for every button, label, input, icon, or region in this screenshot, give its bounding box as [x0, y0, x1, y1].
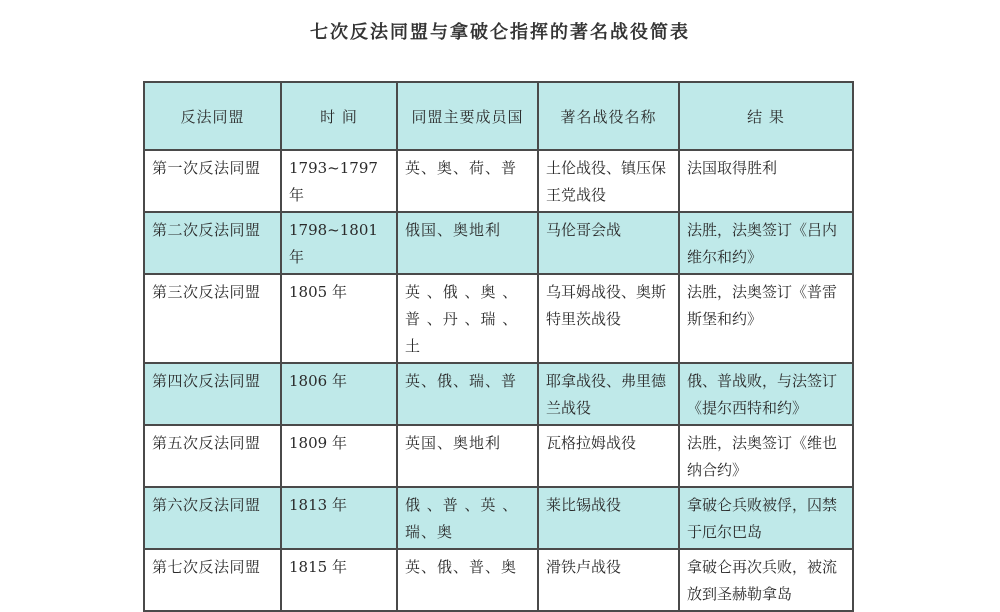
cell-coalition: 第七次反法同盟 — [144, 549, 281, 611]
cell-coalition: 第六次反法同盟 — [144, 487, 281, 549]
cell-time: 1805 年 — [281, 274, 397, 363]
cell-coalition: 第四次反法同盟 — [144, 363, 281, 425]
table-row — [144, 212, 853, 274]
table-row — [144, 150, 853, 212]
cell-result: 法胜，法奥签订《普雷斯堡和约》 — [679, 274, 853, 363]
cell-battles: 乌耳姆战役、奥斯特里茨战役 — [538, 274, 679, 363]
cell-result: 拿破仑兵败被俘，囚禁于厄尔巴岛 — [679, 487, 853, 549]
header-result: 结 果 — [679, 82, 853, 150]
cell-coalition: 第二次反法同盟 — [144, 212, 281, 274]
header-row — [144, 82, 853, 150]
cell-members: 俄国、奥地利 — [397, 212, 538, 274]
cell-time: 1793~1797 年 — [281, 150, 397, 212]
cell-members: 英、俄、瑞、普 — [397, 363, 538, 425]
table-row — [144, 363, 853, 425]
cell-members: 英、俄、普、奥 — [397, 549, 538, 611]
cell-result: 拿破仑再次兵败，被流放到圣赫勒拿岛 — [679, 549, 853, 611]
cell-result: 法国取得胜利 — [679, 150, 853, 212]
coalition-battles-table — [143, 81, 854, 612]
cell-coalition: 第一次反法同盟 — [144, 150, 281, 212]
cell-result: 法胜，法奥签订《维也纳合约》 — [679, 425, 853, 487]
cell-battles: 马伦哥会战 — [538, 212, 679, 274]
cell-battles: 瓦格拉姆战役 — [538, 425, 679, 487]
header-members: 同盟主要成员国 — [397, 82, 538, 150]
cell-time: 1815 年 — [281, 549, 397, 611]
cell-battles: 耶拿战役、弗里德兰战役 — [538, 363, 679, 425]
cell-members: 英、奥、荷、普 — [397, 150, 538, 212]
table-row — [144, 274, 853, 363]
cell-result: 俄、普战败，与法签订《提尔西特和约》 — [679, 363, 853, 425]
table-row — [144, 549, 853, 611]
cell-members: 英 、俄 、奥 、普 、丹 、瑞 、土 — [397, 274, 538, 363]
header-battles: 著名战役名称 — [538, 82, 679, 150]
cell-members: 英国、奥地利 — [397, 425, 538, 487]
cell-coalition: 第五次反法同盟 — [144, 425, 281, 487]
cell-battles: 土伦战役、镇压保王党战役 — [538, 150, 679, 212]
cell-time: 1809 年 — [281, 425, 397, 487]
header-time: 时 间 — [281, 82, 397, 150]
cell-time: 1806 年 — [281, 363, 397, 425]
cell-battles: 莱比锡战役 — [538, 487, 679, 549]
table-row — [144, 425, 853, 487]
table-title: 七次反法同盟与拿破仑指挥的著名战役简表 — [310, 22, 690, 43]
table-row — [144, 487, 853, 549]
cell-result: 法胜，法奥签订《吕内维尔和约》 — [679, 212, 853, 274]
cell-battles: 滑铁卢战役 — [538, 549, 679, 611]
cell-members: 俄 、普 、英 、瑞、奥 — [397, 487, 538, 549]
cell-coalition: 第三次反法同盟 — [144, 274, 281, 363]
header-coalition: 反法同盟 — [144, 82, 281, 150]
cell-time: 1798~1801 年 — [281, 212, 397, 274]
cell-time: 1813 年 — [281, 487, 397, 549]
